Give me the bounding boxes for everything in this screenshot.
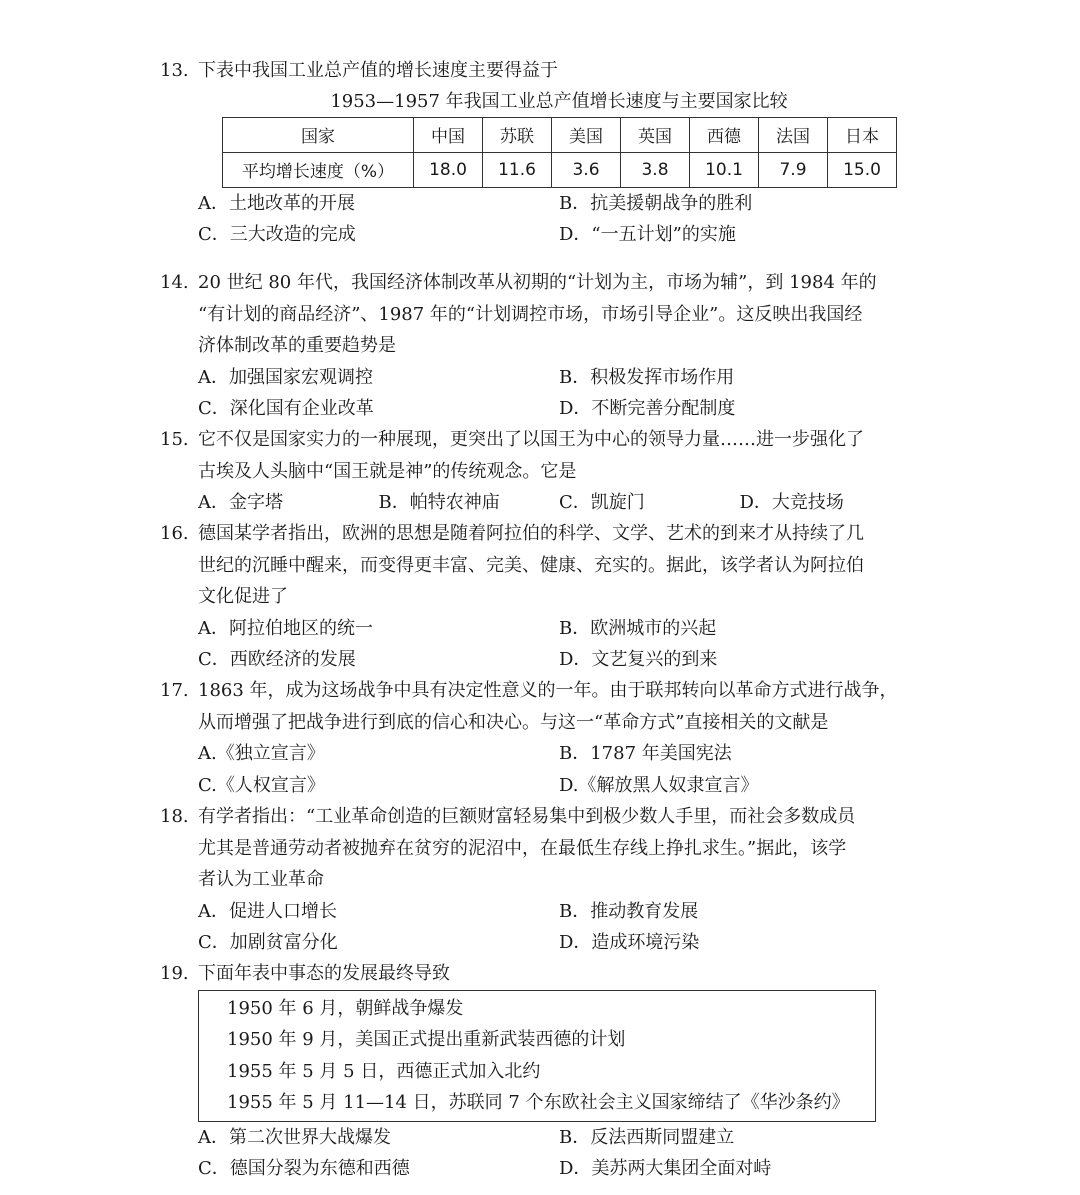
question-stem-line: 从而增强了把战争进行到底的信心和决心。与这一“革命方式”直接相关的文献是 (198, 711, 829, 733)
question-stem: 1863 年，成为这场战争中具有决定性意义的一年。由于联邦转向以革命方式进行战争， (198, 680, 898, 701)
question-stem-line (160, 958, 920, 990)
option-b: B．推动教育发展 (559, 900, 699, 922)
option-c: C．三大改造的完成 (198, 224, 356, 245)
options-row (160, 1122, 920, 1154)
table-cell: 15.0 (828, 152, 897, 187)
question-stem: 下表中我国工业总产值的增长速度主要得益于 (198, 60, 558, 81)
option-d: D．“一五计划”的实施 (559, 224, 736, 245)
question-19 (160, 958, 920, 1185)
question-stem: 它不仅是国家实力的一种展现，更突出了以国王为中心的领导力量……进一步强化了 (198, 429, 864, 450)
option-a: A．金字塔 (198, 492, 283, 513)
option-a: A.《独立宣言》 (198, 743, 325, 764)
question-stem-line: 世纪的沉睡中醒来，而变得更丰富、完美、健康、充实的。据此，该学者认为阿拉伯 (198, 554, 864, 576)
table-header-cell: 美国 (552, 117, 621, 152)
option-a: A．阿拉伯地区的统一 (198, 617, 373, 639)
option-d: D.《解放黑人奴隶宣言》 (559, 774, 759, 796)
question-number: 13. (160, 60, 189, 81)
question-stem-line (160, 675, 920, 707)
table-header-cell: 英国 (621, 117, 690, 152)
table-cell: 18.0 (414, 152, 483, 187)
option-a: A．第二次世界大战爆发 (198, 1126, 391, 1148)
option-d: D．美苏两大集团全面对峙 (559, 1158, 772, 1179)
option-d: D．造成环境污染 (559, 932, 700, 953)
question-13 (160, 55, 920, 251)
option-b: B．1787 年美国宪法 (559, 743, 732, 764)
question-14 (160, 267, 920, 425)
option-d: D．文艺复兴的到来 (559, 649, 718, 670)
question-number: 18. (160, 806, 189, 827)
question-stem-line (160, 267, 920, 299)
table-cell: 3.6 (552, 152, 621, 187)
question-16 (160, 518, 920, 676)
option-a: A．土地改革的开展 (198, 192, 355, 214)
question-stem: 德国某学者指出，欧洲的思想是随着阿拉伯的科学、文学、艺术的到来才从持续了几 (198, 523, 864, 544)
option-d: D．大竞技场 (739, 492, 844, 513)
option-a: A．促进人口增长 (198, 900, 337, 922)
options-row (160, 393, 920, 425)
table-cell: 3.8 (621, 152, 690, 187)
options-row (160, 613, 920, 645)
table-header-cell: 西德 (690, 117, 759, 152)
options-row (160, 1153, 920, 1185)
chronology-entry: 1955 年 5 月 5 日，西德正式加入北约 (227, 1060, 541, 1082)
question-number: 17. (160, 680, 189, 701)
question-15 (160, 424, 920, 519)
table-cell: 7.9 (759, 152, 828, 187)
question-number: 19. (160, 963, 189, 984)
table-header-cell: 日本 (828, 117, 897, 152)
option-c: C.《人权宣言》 (198, 774, 325, 796)
question-17 (160, 675, 920, 801)
option-b: B．帕特农神庙 (378, 492, 500, 513)
question-number: 14. (160, 272, 189, 293)
options-row (160, 927, 920, 959)
table-header-cell: 中国 (414, 117, 483, 152)
option-b: B．欧洲城市的兴起 (559, 617, 717, 639)
option-d: D．不断完善分配制度 (559, 398, 736, 419)
table-header-cell: 苏联 (483, 117, 552, 152)
question-stem-line: 者认为工业革命 (198, 869, 324, 890)
question-stem-line (160, 518, 920, 550)
option-c: C．西欧经济的发展 (198, 649, 356, 670)
question-stem-line: 古埃及人头脑中“国王就是神”的传统观念。它是 (198, 460, 577, 482)
option-b: B．抗美援朝战争的胜利 (559, 192, 753, 214)
question-stem: 有学者指出：“工业革命创造的巨额财富轻易集中到极少数人手里，而社会多数成员 (198, 806, 856, 827)
chronology-entry: 1950 年 6 月，朝鲜战争爆发 (227, 997, 464, 1019)
options-row (160, 487, 920, 519)
option-c: C．加剧贫富分化 (198, 932, 338, 953)
options-row (160, 896, 920, 928)
question-stem: 20 世纪 80 年代，我国经济体制改革从初期的“计划为主，市场为辅”，到 1984 年的 (198, 272, 877, 293)
question-stem-line: 尤其是普通劳动者被抛弃在贫穷的泥沼中，在最低生存线上挣扎求生。”据此，该学 (198, 837, 847, 859)
chronology-box (198, 990, 876, 1122)
option-b: B．积极发挥市场作用 (559, 366, 735, 388)
question-stem: 下面年表中事态的发展最终导致 (198, 963, 450, 984)
question-stem-line: 济体制改革的重要趋势是 (198, 335, 396, 356)
growth-rate-table (222, 117, 897, 188)
table-header-cell: 国家 (223, 117, 414, 152)
table-header-row (223, 117, 897, 152)
question-stem-line: 文化促进了 (198, 586, 288, 607)
question-stem-line (160, 801, 920, 833)
option-c: C．凯旋门 (559, 492, 645, 513)
option-c: C．德国分裂为东德和西德 (198, 1158, 410, 1179)
option-a: A．加强国家宏观调控 (198, 366, 373, 388)
question-number: 15. (160, 429, 189, 450)
options-row (160, 738, 920, 770)
table-title: 1953—1957 年我国工业总产值增长速度与主要国家比较 (330, 90, 788, 112)
table-cell: 平均增长速度（%） (223, 152, 414, 187)
chronology-entry: 1950 年 9 月，美国正式提出重新武装西德的计划 (227, 1029, 626, 1050)
table-header-cell: 法国 (759, 117, 828, 152)
options-row (160, 219, 920, 251)
table-cell: 11.6 (483, 152, 552, 187)
options-row (160, 644, 920, 676)
table-row (223, 152, 897, 187)
option-b: B．反法西斯同盟建立 (559, 1126, 735, 1148)
chronology-entry: 1955 年 5 月 11—14 日，苏联同 7 个东欧社会主义国家缔结了《华沙条约》 (227, 1092, 850, 1113)
question-18 (160, 801, 920, 959)
question-13-stem-line (160, 55, 920, 87)
question-number: 16. (160, 523, 189, 544)
question-stem-line: “有计划的商品经济”、1987 年的“计划调控市场，市场引导企业”。这反映出我国经 (198, 303, 863, 325)
options-row (160, 188, 920, 220)
options-row (160, 362, 920, 394)
table-cell: 10.1 (690, 152, 759, 187)
question-stem-line (160, 424, 920, 456)
options-row (160, 770, 920, 802)
option-c: C．深化国有企业改革 (198, 398, 374, 419)
